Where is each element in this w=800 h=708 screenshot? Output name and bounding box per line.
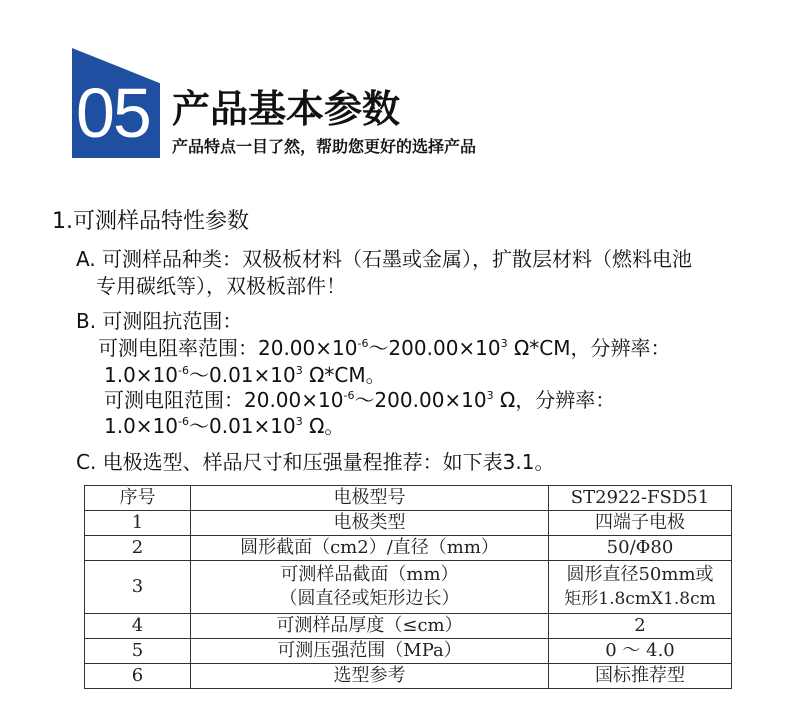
item-c-line: C. 电极选型、样品尺寸和压强量程推荐：如下表3.1。 bbox=[76, 450, 555, 474]
table-cell: 选型参考 bbox=[191, 664, 549, 689]
table-cell: 四端子电极 bbox=[549, 511, 732, 536]
table-cell: 5 bbox=[85, 639, 191, 664]
resistivity-resolution-line: $1.0\times 10^{-6}\sim 0.01\times 10^3$ Ω*CM。 bbox=[104, 363, 386, 387]
table-cell: 50/Φ80 bbox=[549, 536, 732, 561]
table-cell-line: 圆形直径50mm或 bbox=[566, 564, 714, 585]
table-cell-multiline bbox=[549, 561, 732, 614]
table-cell: 6 bbox=[85, 664, 191, 689]
resistivity-range-line: 可测电阻率范围：$20.00\times 10^{-6}\sim 200.00\times 10^3$ Ω*CM，分辨率： bbox=[98, 336, 671, 360]
electrode-spec-table bbox=[84, 485, 732, 689]
item-a-line2: 专用碳纸等），双极板部件！ bbox=[96, 274, 346, 298]
table-cell: 4 bbox=[85, 614, 191, 639]
table-row bbox=[85, 664, 732, 689]
table-cell: 2 bbox=[549, 614, 732, 639]
table-row bbox=[85, 639, 732, 664]
table-cell: 3 bbox=[85, 561, 191, 614]
item-a-line1: A. 可测样品种类：双极板材料（石墨或金属），扩散层材料（燃料电池 bbox=[76, 247, 693, 271]
table-cell: 圆形截面（cm2）/直径（mm） bbox=[191, 536, 549, 561]
table-cell: 电极类型 bbox=[191, 511, 549, 536]
table-cell: 0 ～ 4.0 bbox=[549, 639, 732, 664]
table-row bbox=[85, 511, 732, 536]
table-row bbox=[85, 561, 732, 614]
table-row bbox=[85, 536, 732, 561]
header-cell-model: 电极型号 bbox=[191, 486, 549, 511]
table-cell: 可测样品厚度（≤cm） bbox=[191, 614, 549, 639]
section-heading: 1.可测样品特性参数 bbox=[52, 209, 249, 234]
table-row bbox=[85, 614, 732, 639]
table-header-row bbox=[85, 486, 732, 511]
header-cell-value: ST2922-FSD51 bbox=[549, 486, 732, 511]
table-cell-multiline bbox=[191, 561, 549, 614]
header-cell-index: 序号 bbox=[85, 486, 191, 511]
table-cell-line: （圆直径或矩形边长） bbox=[279, 588, 460, 609]
resistance-resolution-line: $1.0\times 10^{-6}\sim 0.01\times 10^3$ Ω。 bbox=[104, 414, 345, 438]
table-cell: 2 bbox=[85, 536, 191, 561]
resistance-range-line: 可测电阻范围：$20.00\times 10^{-6}\sim 200.00\times 10^3$ Ω，分辨率： bbox=[104, 388, 616, 412]
table-cell: 国标推荐型 bbox=[549, 664, 732, 689]
section-number: 05 bbox=[76, 74, 150, 152]
table-cell: 可测压强范围（MPa） bbox=[191, 639, 549, 664]
page-title: 产品基本参数 bbox=[172, 87, 401, 131]
table-cell: 1 bbox=[85, 511, 191, 536]
table-cell-line: 矩形1.8cmX1.8cm bbox=[564, 589, 716, 609]
page-subtitle: 产品特点一目了然，帮助您更好的选择产品 bbox=[172, 137, 477, 156]
item-b-heading: B. 可测阻抗范围： bbox=[76, 309, 243, 333]
table-cell-line: 可测样品截面（mm） bbox=[280, 564, 459, 585]
